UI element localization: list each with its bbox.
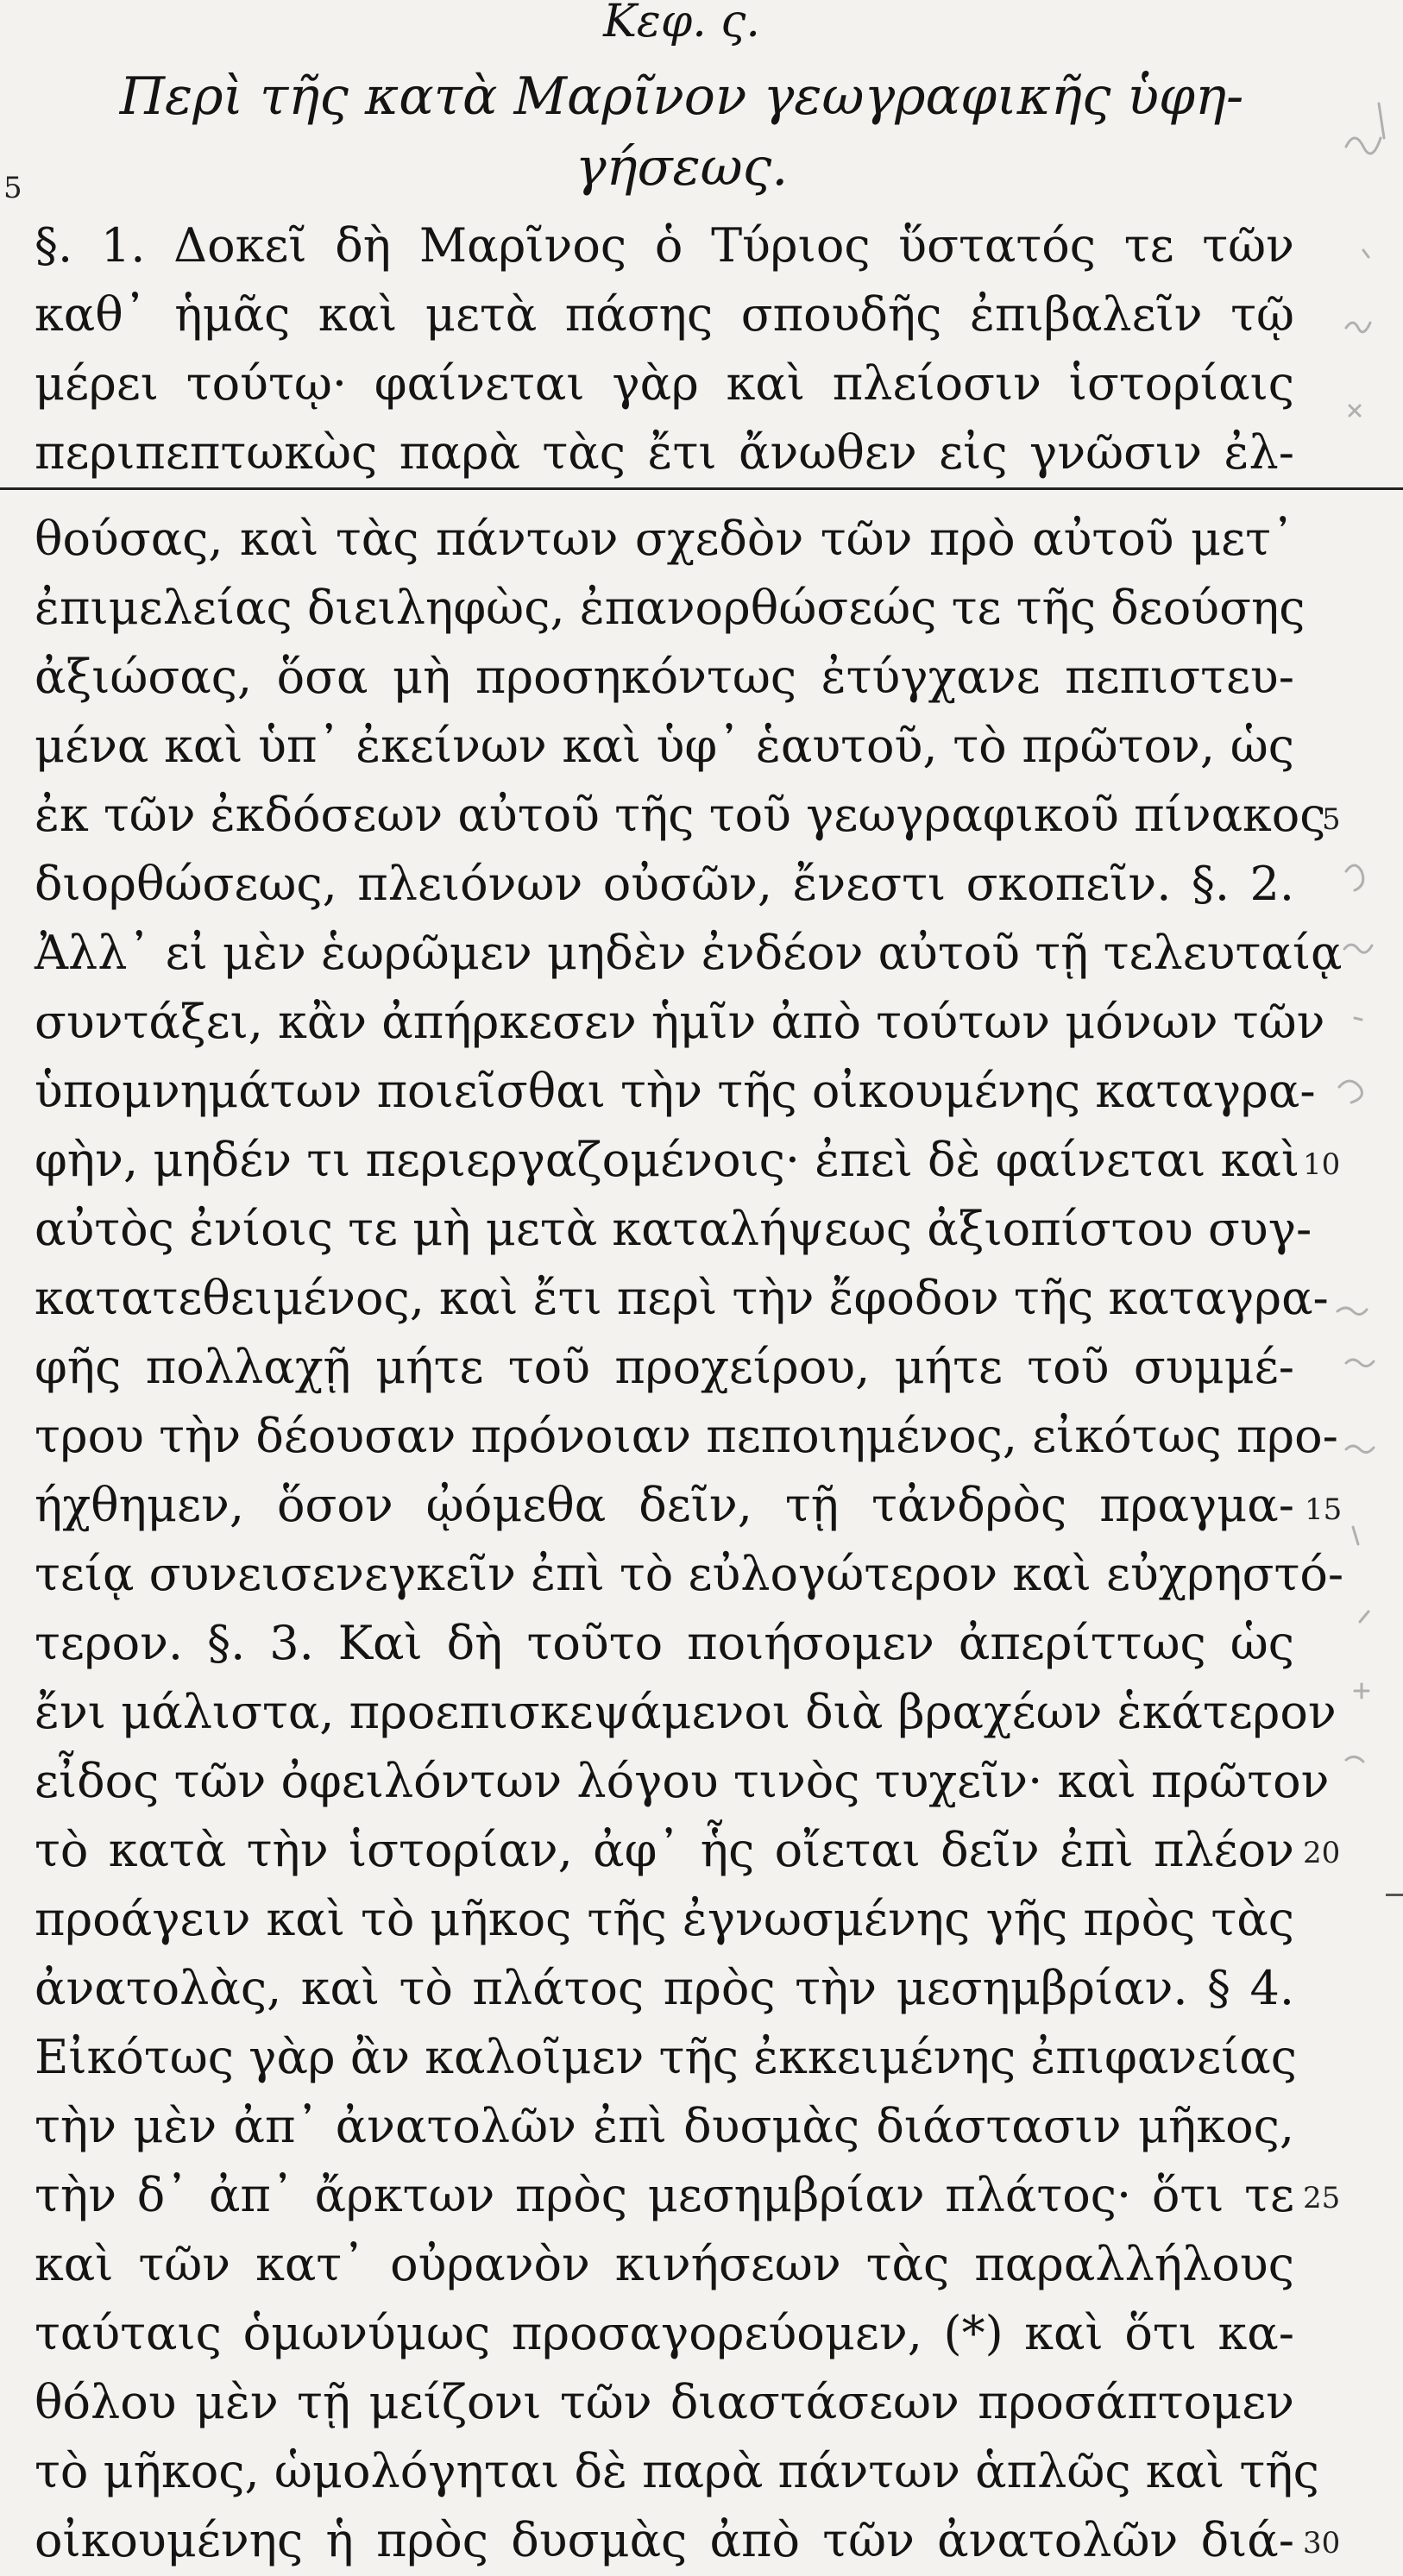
text-line: τὸ κατὰ τὴν ἱστορίαν, ἀφ᾽ ἧς οἴεται δεῖν ἐπὶ πλέον xyxy=(35,1823,1294,1877)
text-line: ὑπομνημάτων ποιεῖσθαι τὴν τῆς οἰκουμένης καταγρα- xyxy=(35,1064,1316,1118)
text-line: §. 1. Δοκεῖ δὴ Μαρῖνος ὁ Τύριος ὕστατός τε τῶν xyxy=(35,218,1294,273)
section-title-line-1: Περὶ τῆς κατὰ Μαρῖνον γεωγραφικῆς ὑφη- xyxy=(119,66,1244,127)
text-line: θόλου μὲν τῇ μείζονι τῶν διαστάσεων προσάπτομεν xyxy=(35,2375,1294,2429)
text-line: Ἀλλ᾽ εἰ μὲν ἑωρῶμεν μηδὲν ἐνδέον αὐτοῦ τῇ τελευταίᾳ xyxy=(35,926,1343,980)
text-line: προάγειν καὶ τὸ μῆκος τῆς ἐγνωσμένης γῆς πρὸς τὰς xyxy=(35,1892,1294,1946)
text-line: κατατεθειμένος, καὶ ἔτι περὶ τὴν ἔφοδον τῆς καταγρα- xyxy=(35,1271,1329,1325)
text-line: θούσας, καὶ τὰς πάντων σχεδὸν τῶν πρὸ αὐτοῦ μετ᾽ xyxy=(35,512,1294,566)
text-line: τὴν δ᾽ ἀπ᾽ ἄρκτων πρὸς μεσημβρίαν πλάτος· ὅτι τε xyxy=(35,2168,1294,2222)
text-line: περιπεπτωκὼς παρὰ τὰς ἔτι ἄνωθεν εἰς γνῶσιν ἐλ- xyxy=(35,425,1294,480)
section-title-line-2: γήσεως. xyxy=(575,137,789,198)
text-line: αὐτὸς ἐνίοις τε μὴ μετὰ καταλήψεως ἀξιοπίστου συγ- xyxy=(35,1202,1312,1256)
margin-pencil-marks xyxy=(1329,69,1403,1881)
page-divider xyxy=(0,487,1403,490)
text-line: συντάξει, κἂν ἀπήρκεσεν ἡμῖν ἀπὸ τούτων μόνων τῶν xyxy=(35,995,1325,1049)
line-number: 30 xyxy=(1303,2526,1341,2560)
text-line: ἐπιμελείας διειληφὼς, ἐπανορθώσεώς τε τῆς δεούσης xyxy=(35,581,1305,635)
chapter-heading: Κεφ. ς. xyxy=(603,0,760,47)
margin-mark xyxy=(1386,1894,1403,1896)
text-line: τὸ μῆκος, ὡμολόγηται δὲ παρὰ πάντων ἁπλῶς καὶ τῆς xyxy=(35,2444,1319,2498)
text-line: ἀνατολὰς, καὶ τὸ πλάτος πρὸς τὴν μεσημβρίαν. § 4. xyxy=(35,1961,1294,2015)
text-line: φὴν, μηδέν τι περιεργαζομένοις· ἐπεὶ δὲ φαίνεται καὶ xyxy=(35,1133,1299,1187)
text-line: ἔνι μάλιστα, προεπισκεψάμενοι διὰ βραχέων ἑκάτερον xyxy=(35,1685,1337,1739)
upper-line-number: 5 xyxy=(3,171,22,205)
text-line: ἐκ τῶν ἐκδόσεων αὐτοῦ τῆς τοῦ γεωγραφικοῦ πίνακος xyxy=(35,788,1326,842)
text-line: φῆς πολλαχῇ μήτε τοῦ προχείρου, μήτε τοῦ συμμέ- xyxy=(35,1340,1294,1394)
text-line: ταύταις ὁμωνύμως προσαγορεύομεν, (*) καὶ ὅτι κα- xyxy=(35,2306,1294,2360)
text-line: οἰκουμένης ἡ πρὸς δυσμὰς ἀπὸ τῶν ἀνατολῶν διά- xyxy=(35,2513,1294,2567)
text-line: Εἰκότως γὰρ ἂν καλοῖμεν τῆς ἐκκειμένης ἐπιφανείας xyxy=(35,2030,1297,2084)
text-line: μέρει τούτῳ· φαίνεται γὰρ καὶ πλείοσιν ἱστορίαις xyxy=(35,356,1294,411)
text-line: καὶ τῶν κατ᾽ οὐρανὸν κινήσεων τὰς παραλλήλους xyxy=(35,2237,1294,2291)
text-line: καθ᾽ ἡμᾶς καὶ μετὰ πάσης σπουδῆς ἐπιβαλεῖν τῷ xyxy=(35,287,1294,342)
line-number: 20 xyxy=(1303,1836,1341,1870)
text-line: τρου τὴν δέουσαν πρόνοιαν πεποιημένος, εἰκότως προ- xyxy=(35,1409,1338,1463)
line-number: 25 xyxy=(1303,2181,1341,2215)
line-number: 5 xyxy=(1322,802,1341,837)
text-line: τείᾳ συνεισενεγκεῖν ἐπὶ τὸ εὐλογώτερον καὶ εὐχρηστό- xyxy=(35,1547,1344,1601)
text-line: ήχθημεν, ὅσον ᾠόμεθα δεῖν, τῇ τἀνδρὸς πραγμα- xyxy=(35,1478,1294,1532)
line-number: 10 xyxy=(1303,1147,1341,1182)
text-line: εἶδος τῶν ὀφειλόντων λόγου τινὸς τυχεῖν· καὶ πρῶτον xyxy=(35,1754,1330,1808)
text-line: διορθώσεως, πλειόνων οὐσῶν, ἔνεστι σκοπεῖν. §. 2. xyxy=(35,857,1294,911)
text-line: ἀξιώσας, ὅσα μὴ προσηκόντως ἐτύγχανε πεπιστευ- xyxy=(35,650,1294,704)
line-number: 15 xyxy=(1305,1492,1343,1527)
text-line: τερον. §. 3. Καὶ δὴ τοῦτο ποιήσομεν ἀπερίττως ὡς xyxy=(35,1616,1294,1670)
text-line: μένα καὶ ὑπ᾽ ἐκείνων καὶ ὑφ᾽ ἑαυτοῦ, τὸ πρῶτον, ὡς xyxy=(35,719,1294,773)
text-line: τὴν μὲν ἀπ᾽ ἀνατολῶν ἐπὶ δυσμὰς διάστασιν μῆκος, xyxy=(35,2099,1294,2153)
